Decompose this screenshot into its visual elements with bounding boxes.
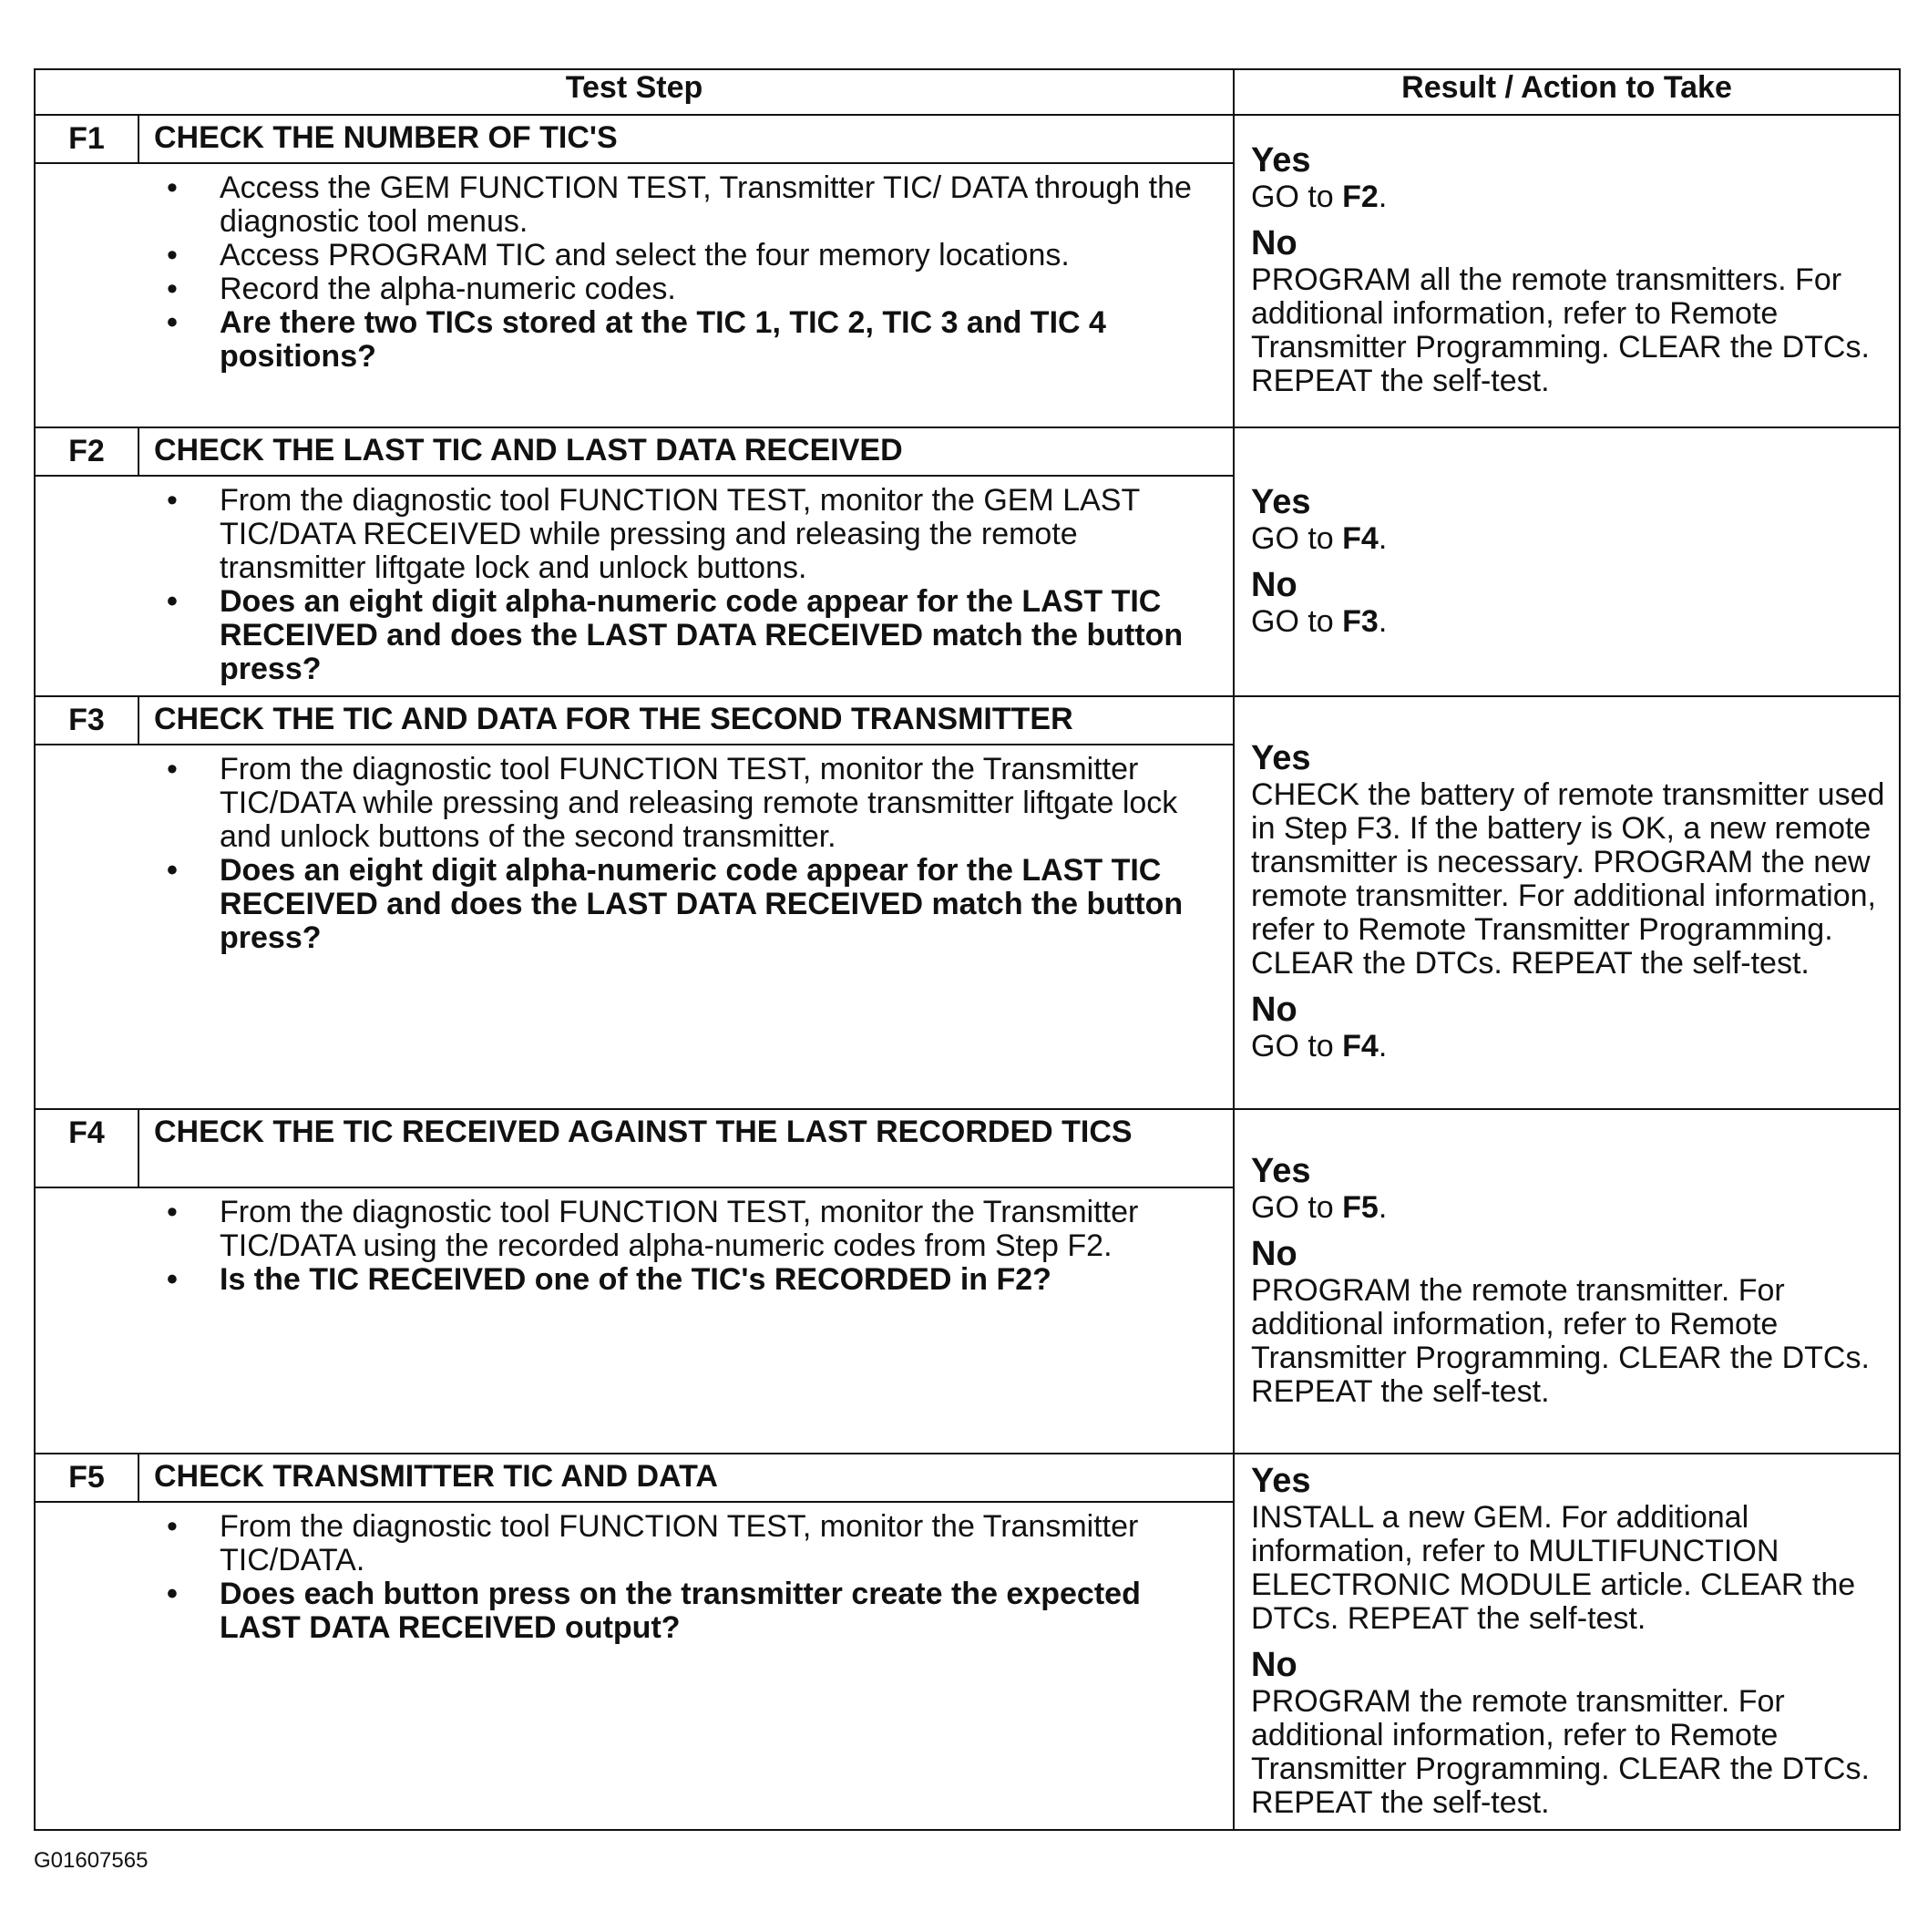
result-no-label: No bbox=[1251, 1234, 1297, 1273]
result-no bbox=[1251, 565, 1899, 639]
action-text: From the diagnostic tool FUNCTION TEST, monitor the Transmitter TIC/DATA while pressing and releasing remote transmitter liftgate lock and unlock buttons of the second transmitter. bbox=[220, 752, 1178, 854]
question-item bbox=[48, 1577, 1220, 1645]
bullet-icon: • bbox=[167, 1577, 178, 1611]
steps-body bbox=[35, 115, 1900, 1830]
action-text: Record the alpha-numeric codes. bbox=[220, 272, 676, 306]
step-id: F1 bbox=[35, 115, 138, 163]
result-yes bbox=[1251, 738, 1899, 981]
step-actions bbox=[35, 476, 1234, 696]
action-text: Access the GEM FUNCTION TEST, Transmitter TIC/ DATA through the diagnostic tool menus. bbox=[220, 170, 1192, 239]
result-yes bbox=[1251, 1461, 1899, 1636]
bullet-icon: • bbox=[167, 305, 178, 340]
step-result bbox=[1234, 696, 1900, 1109]
step-title-row bbox=[35, 427, 1900, 476]
result-no-end: . bbox=[1378, 1029, 1388, 1064]
step-id: F5 bbox=[35, 1454, 138, 1502]
result-yes-text bbox=[1251, 1191, 1899, 1225]
result-yes-label: Yes bbox=[1251, 739, 1311, 777]
step-actions bbox=[35, 1187, 1234, 1454]
step-result bbox=[1234, 1109, 1900, 1454]
bullet-icon: • bbox=[167, 1262, 178, 1297]
question-item bbox=[48, 585, 1220, 686]
result-yes bbox=[1251, 1151, 1899, 1225]
action-item bbox=[48, 171, 1220, 239]
result-yes-body: GO to bbox=[1251, 520, 1343, 556]
step-title: CHECK THE NUMBER OF TIC'S bbox=[138, 115, 1234, 163]
result-yes-label: Yes bbox=[1251, 141, 1311, 180]
action-text: From the diagnostic tool FUNCTION TEST, monitor the Transmitter TIC/DATA using the recorded alpha-numeric codes from Step F2. bbox=[220, 1195, 1139, 1263]
question-item bbox=[48, 306, 1220, 374]
step-result bbox=[1234, 1454, 1900, 1830]
step-title-row bbox=[35, 115, 1900, 163]
result-yes bbox=[1251, 140, 1899, 214]
result-no-label: No bbox=[1251, 991, 1297, 1029]
result-yes-body: GO to bbox=[1251, 180, 1343, 214]
header-test-step: Test Step bbox=[35, 69, 1234, 115]
action-item bbox=[48, 239, 1220, 272]
result-yes-ref: F2 bbox=[1342, 180, 1379, 214]
question-text: Does an eight digit alpha-numeric code appear for the LAST TIC RECEIVED and does the LAST DATA RECEIVED match the button press? bbox=[220, 853, 1184, 955]
result-yes-body: GO to bbox=[1251, 1189, 1343, 1225]
result-yes-text bbox=[1251, 180, 1899, 214]
action-item bbox=[48, 1196, 1220, 1263]
result-yes-end: . bbox=[1378, 180, 1388, 214]
step-title: CHECK THE TIC AND DATA FOR THE SECOND TRANSMITTER bbox=[138, 696, 1234, 745]
result-no-ref: F4 bbox=[1342, 1029, 1379, 1064]
result-no-text bbox=[1251, 1685, 1899, 1820]
action-text: Access PROGRAM TIC and select the four memory locations. bbox=[220, 238, 1070, 272]
result-no bbox=[1251, 990, 1899, 1064]
bullet-icon: • bbox=[167, 853, 178, 888]
action-item bbox=[48, 753, 1220, 854]
result-no-end: . bbox=[1378, 603, 1388, 639]
result-yes-label: Yes bbox=[1251, 1461, 1311, 1500]
question-text: Does each button press on the transmitter create the expected LAST DATA RECEIVED output? bbox=[220, 1577, 1141, 1645]
result-yes-text bbox=[1251, 522, 1899, 556]
step-result bbox=[1234, 427, 1900, 696]
result-yes-end: . bbox=[1378, 1189, 1388, 1225]
result-no-body: GO to bbox=[1251, 603, 1343, 639]
result-no-text bbox=[1251, 1030, 1899, 1064]
bullet-icon: • bbox=[167, 584, 178, 619]
bullet-icon: • bbox=[167, 170, 178, 205]
result-yes-label: Yes bbox=[1251, 482, 1311, 521]
step-id: F2 bbox=[35, 427, 138, 476]
table-header-row bbox=[35, 69, 1900, 115]
action-item bbox=[48, 1510, 1220, 1577]
result-no-label: No bbox=[1251, 1645, 1297, 1684]
result-yes-text bbox=[1251, 1501, 1899, 1636]
step-title: CHECK THE LAST TIC AND LAST DATA RECEIVED bbox=[138, 427, 1234, 476]
result-no-body: PROGRAM the remote transmitter. For additional information, refer to Remote Transmitter Programming. CLEAR the DTCs. REPEAT the self-test. bbox=[1251, 1683, 1870, 1820]
result-no-label: No bbox=[1251, 565, 1297, 604]
diagnostic-test-table bbox=[34, 68, 1901, 1831]
result-yes-text bbox=[1251, 778, 1899, 981]
step-actions bbox=[35, 163, 1234, 427]
question-text: Are there two TICs stored at the TIC 1, TIC 2, TIC 3 and TIC 4 positions? bbox=[220, 305, 1106, 374]
result-yes-label: Yes bbox=[1251, 1151, 1311, 1190]
question-text: Is the TIC RECEIVED one of the TIC's RECORDED in F2? bbox=[220, 1262, 1051, 1297]
result-yes-ref: F4 bbox=[1342, 520, 1379, 556]
step-id: F4 bbox=[35, 1109, 138, 1187]
step-result bbox=[1234, 115, 1900, 427]
result-yes-ref: F5 bbox=[1342, 1189, 1379, 1225]
result-yes-end: . bbox=[1378, 520, 1388, 556]
bullet-icon: • bbox=[167, 483, 178, 518]
step-title: CHECK TRANSMITTER TIC AND DATA bbox=[138, 1454, 1234, 1502]
step-title: CHECK THE TIC RECEIVED AGAINST THE LAST RECORDED TICS bbox=[138, 1109, 1234, 1187]
bullet-icon: • bbox=[167, 1509, 178, 1544]
result-no bbox=[1251, 223, 1899, 398]
step-title-row bbox=[35, 1454, 1900, 1502]
step-title-row bbox=[35, 696, 1900, 745]
result-yes-body: INSTALL a new GEM. For additional information, refer to MULTIFUNCTION ELECTRONIC MODULE article. CLEAR the DTCs. REPEAT the self-test. bbox=[1251, 1499, 1856, 1636]
result-no-body: PROGRAM all the remote transmitters. For additional information, refer to Remote Transmitter Programming. CLEAR the DTCs. REPEAT the self-test. bbox=[1251, 262, 1870, 398]
step-actions bbox=[35, 1502, 1234, 1830]
figure-id: G01607565 bbox=[34, 1848, 149, 1873]
step-id: F3 bbox=[35, 696, 138, 745]
header-result-action: Result / Action to Take bbox=[1234, 69, 1900, 115]
step-title-row bbox=[35, 1109, 1900, 1187]
result-no-text bbox=[1251, 263, 1899, 398]
result-yes-body: CHECK the battery of remote transmitter used in Step F3. If the battery is OK, a new remote transmitter is necessary. PROGRAM the new remote transmitter. For additional information, refer to Remote Transmitter Programming. CLEAR the DTCs. REPEAT the self-test. bbox=[1251, 777, 1885, 981]
result-no-ref: F3 bbox=[1342, 603, 1379, 639]
action-item bbox=[48, 484, 1220, 585]
result-no-body: GO to bbox=[1251, 1029, 1343, 1064]
question-text: Does an eight digit alpha-numeric code appear for the LAST TIC RECEIVED and does the LAST DATA RECEIVED match the button press? bbox=[220, 584, 1184, 686]
step-actions bbox=[35, 745, 1234, 1109]
bullet-icon: • bbox=[167, 1195, 178, 1229]
question-item bbox=[48, 854, 1220, 955]
action-text: From the diagnostic tool FUNCTION TEST, monitor the GEM LAST TIC/DATA RECEIVED while pressing and releasing the remote transmitter liftgate lock and unlock buttons. bbox=[220, 483, 1140, 585]
result-no-body: PROGRAM the remote transmitter. For additional information, refer to Remote Transmitter Programming. CLEAR the DTCs. REPEAT the self-test. bbox=[1251, 1272, 1870, 1409]
bullet-icon: • bbox=[167, 272, 178, 306]
result-no bbox=[1251, 1645, 1899, 1820]
result-no bbox=[1251, 1234, 1899, 1409]
result-yes bbox=[1251, 482, 1899, 556]
result-no-text bbox=[1251, 605, 1899, 639]
result-no-label: No bbox=[1251, 224, 1297, 262]
bullet-icon: • bbox=[167, 238, 178, 272]
action-text: From the diagnostic tool FUNCTION TEST, monitor the Transmitter TIC/DATA. bbox=[220, 1509, 1139, 1577]
action-item bbox=[48, 272, 1220, 306]
bullet-icon: • bbox=[167, 752, 178, 786]
result-no-text bbox=[1251, 1274, 1899, 1409]
question-item bbox=[48, 1263, 1220, 1297]
